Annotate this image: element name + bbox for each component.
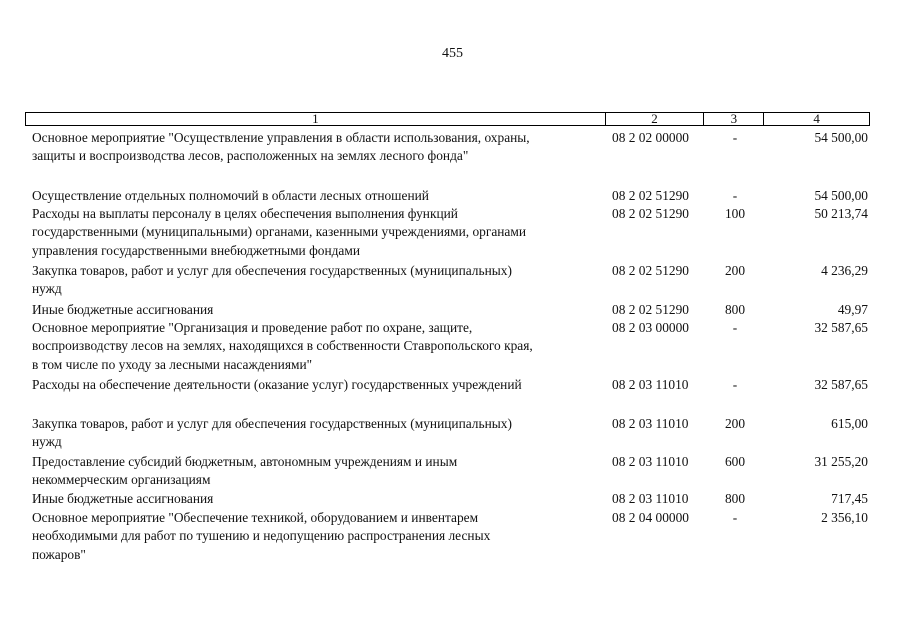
table-header [25, 112, 870, 126]
row-expense-type: 800 [724, 491, 746, 506]
row-expense-type: 100 [724, 206, 746, 221]
row-amount: 4 236,29 [821, 263, 868, 278]
row-description: Основное мероприятие "Осуществление управления в области использования, охраны, защиты и воспроизводства лесов, расположенных на землях лесного фонда" [32, 130, 530, 164]
row-amount: 31 255,20 [814, 454, 868, 469]
header-col-3: 3 [704, 113, 764, 125]
row-description: Расходы на обеспечение деятельности (оказание услуг) государственных учреждений [32, 377, 522, 392]
row-expense-type: - [732, 377, 738, 392]
row-amount: 50 213,74 [814, 206, 868, 221]
row-code: 08 2 02 51290 [612, 206, 689, 221]
row-description: Иные бюджетные ассигнования [32, 302, 214, 317]
row-code: 08 2 02 51290 [612, 302, 689, 317]
row-expense-type: - [732, 188, 738, 203]
row-expense-type: - [732, 130, 738, 145]
row-amount: 49,97 [837, 302, 868, 317]
row-expense-type: 800 [724, 302, 746, 317]
row-description: Иные бюджетные ассигнования [32, 491, 214, 506]
row-code: 08 2 03 11010 [612, 454, 689, 469]
row-code: 08 2 03 11010 [612, 491, 689, 506]
row-description: Закупка товаров, работ и услуг для обеспечения государственных (муниципальных) нужд [32, 263, 512, 297]
row-amount: 717,45 [831, 491, 868, 506]
row-amount: 54 500,00 [814, 188, 868, 203]
row-description: Предоставление субсидий бюджетным, автономным учреждениям и иным некоммерческим организациям [32, 454, 458, 488]
row-expense-type: 600 [724, 454, 746, 469]
row-code: 08 2 04 00000 [612, 510, 689, 525]
row-description: Осуществление отдельных полномочий в области лесных отношений [32, 188, 429, 203]
row-expense-type: 200 [724, 263, 746, 278]
row-code: 08 2 02 51290 [612, 188, 689, 203]
page-number: 455 [442, 46, 463, 61]
row-amount: 54 500,00 [814, 130, 868, 145]
row-code: 08 2 02 51290 [612, 263, 689, 278]
row-code: 08 2 03 11010 [612, 416, 689, 431]
row-amount: 32 587,65 [814, 320, 868, 335]
row-description: Расходы на выплаты персоналу в целях обеспечения выполнения функций государственными (муниципальными) органами, казенными учреждениями, органами управления государственными внебюджетными фондами [32, 206, 527, 258]
row-expense-type: 200 [724, 416, 746, 431]
row-code: 08 2 03 00000 [612, 320, 689, 335]
row-code: 08 2 02 00000 [612, 130, 689, 145]
row-description: Основное мероприятие "Обеспечение техникой, оборудованием и инвентарем необходимыми для работ по тушению и недопущению распространения лесных пожаров" [32, 510, 491, 562]
row-description: Основное мероприятие "Организация и проведение работ по охране, защите, воспроизводству лесов на землях, находящихся в собственности Ставропольского края, в том числе по уходу за лесными насаждениями" [32, 320, 533, 372]
row-expense-type: - [732, 320, 738, 335]
row-code: 08 2 03 11010 [612, 377, 689, 392]
row-amount: 2 356,10 [821, 510, 868, 525]
header-col-1: 1 [26, 113, 606, 125]
row-expense-type: - [732, 510, 738, 525]
header-col-2: 2 [606, 113, 705, 125]
row-amount: 615,00 [831, 416, 868, 431]
row-amount: 32 587,65 [814, 377, 868, 392]
row-description: Закупка товаров, работ и услуг для обеспечения государственных (муниципальных) нужд [32, 416, 512, 450]
header-col-4: 4 [813, 111, 820, 126]
